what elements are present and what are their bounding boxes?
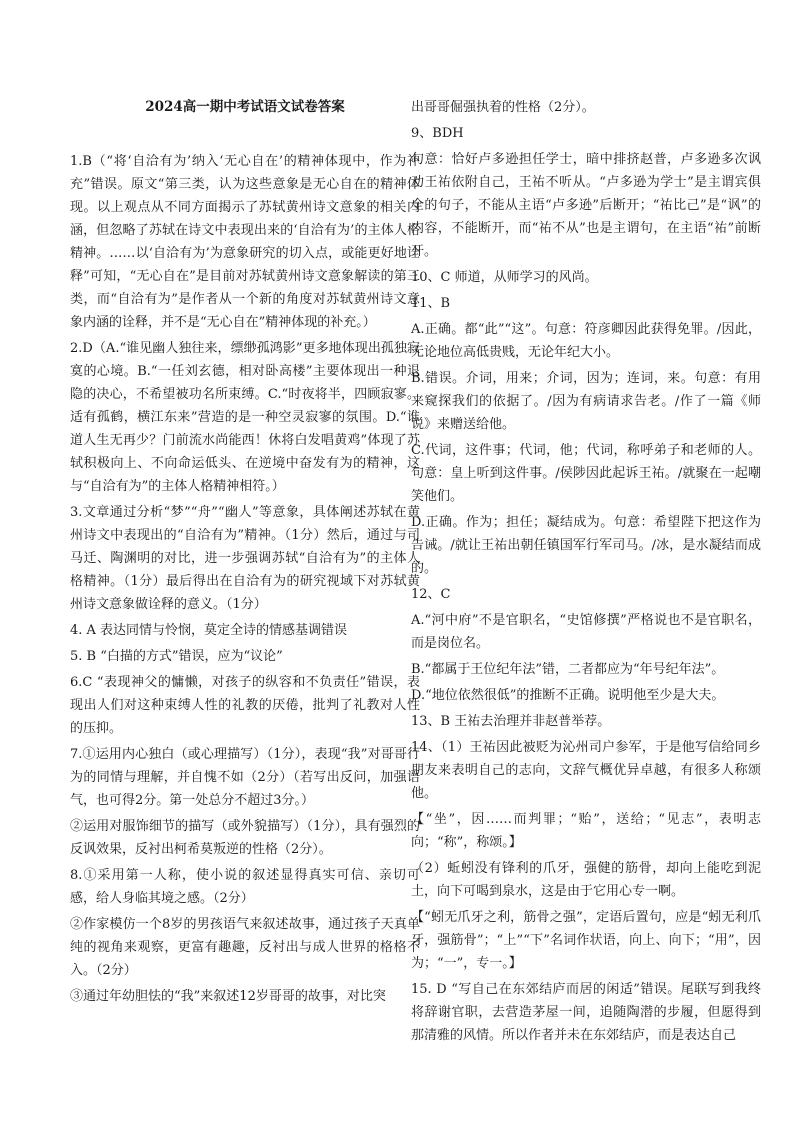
answer-paragraph: 4. A 表达同情与怜悯，莫定全诗的情感基调错误 (70, 623, 348, 638)
answer-paragraph: 3.文章通过分析“梦”“舟”“幽人”等意象，具体阐述苏轼在黄州诗文中表现出的“自洽有为”精神。（1分）然后，通过与司马迁、陶渊明的对比，进一步强调苏轼“自洽有为”的主体人格精神。（1分）最后得出在自洽有为的研究视域下对苏轼黄州诗文意象做诠释的意义。（1分） (70, 505, 420, 612)
answer-paragraph: B.错误。介词，用来；介词，因为；连词，来。句意：有用来窥探我们的依据了。/因为有病请求告老。/作了一篇《师说》来赠送给他。 (411, 371, 761, 432)
answer-paragraph: 8.①采用第一人称，使小说的叙述显得真实可信、亲切可感，给人身临其境之感。（2分） (70, 868, 420, 906)
page-title: 2024高一期中考试语文试卷答案 (145, 99, 345, 115)
answer-paragraph: 5. B “白描的方式”错误，应为“议论” (70, 649, 283, 664)
answer-paragraph: 6.C “表现神父的慵懒，对孩子的纵容和不负责任”错误，表现出人们对这种束缚人性的礼教的厌倦，批判了礼教对人性的压抑。 (70, 675, 420, 736)
answer-paragraph: ③通过年幼胆怯的“我”来叙述12岁哥哥的故事，对比突 (70, 989, 386, 1004)
answer-paragraph: 句意：恰好卢多逊担任学士，暗中排挤赵普，卢多逊多次讽劝王祐依附自己，王祐不听从。“卢多逊为学士”是主谓宾俱全的句子，不能从主语“卢多逊”后断开；“祐比己”是“讽”的内容，不能断开，而“祐不从”也是主谓句，在主语“祐”前断开。 (411, 152, 761, 259)
answer-paragraph: 【“蚓无爪牙之利，筋骨之强”，定语后置句，应是“蚓无利爪牙，强筋骨”；“上”“下”名词作状语，向上、向下；“用”，因为；“一”，专一。】 (411, 910, 761, 971)
answer-paragraph: 【“坐”，因……而判罪；“贻”，送给；“见志”，表明志向；“称”，称颂。】 (411, 812, 761, 850)
answer-paragraph: 13、B 王祐去治理并非赵普举荐。 (411, 714, 611, 729)
answer-paragraph: 11、B (411, 296, 451, 311)
answer-paragraph: ②作家模仿一个8岁的男孩语气来叙述故事，通过孩子天真单纯的视角来观察，更富有趣趣，反衬出与成人世界的格格不入。（2分） (70, 917, 420, 978)
left-column-body (70, 150, 420, 1008)
right-column-body (411, 96, 761, 1047)
answer-paragraph: 1.B（“将‘自洽有为’纳入‘无心自在’的精神体现中，作为补充”错误。原文“第三类，认为这些意象是无心自在的精神体现。以上观点从不同方面揭示了苏轼黄州诗文意象的相关内涵，但忽略了苏轼在诗文中表现出来的‘自洽有为’的主体人格精神。……以‘自洽有为’为意象研究的切入点，或能更好地诠释”可知，“无心自在”是目前对苏轼黄州诗文意象解读的第三类，而“自洽有为”是作者从一个新的角度对苏轼黄州诗文意象内涵的诠释，并不是“无心自在”精神体现的补充。） (70, 154, 420, 330)
answer-paragraph: 2.D（A.“谁见幽人独往来，缥缈孤鸿影”更多地体现出孤独寂寞的心境。B.“一任刘玄德，相对卧高楼”主要体现出一种退隐的决心，不希望被功名所束缚。C.“时夜将半，四顾寂寥。适有孤鹤，横江东来”营造的是一种空灵寂寥的氛围。D.“谁道人生无再少？门前流水尚能西！休将白发唱黄鸡”体现了苏轼积极向上、不向命运低头、在逆境中奋发有为的精神，这与“自洽有为”的主体人格精神相符。） (70, 341, 420, 494)
answer-paragraph: C.代词，这件事；代词，他；代词，称呼弟子和老师的人。句意：皇上听到这件事。/侯陟因此起诉王祐。/就聚在一起嘲笑他们。 (411, 443, 761, 504)
answer-paragraph: 出哥哥倔强执着的性格（2分）。 (411, 100, 595, 115)
answer-paragraph: 15. D “写自己在东郊结庐而居的闲适”错误。尾联写到我终将辞谢官职，去营造茅屋一间，追随陶潜的步履，但愿得到那清雅的风情。所以作者并未在东郊结庐，而是表达自己 (411, 982, 761, 1043)
answer-paragraph: ②运用对服饰细节的描写（或外貌描写）（1分），具有强烈的反讽效果，反衬出柯希莫叛逆的性格（2分）。 (70, 819, 420, 857)
answer-paragraph: A.正确。都“此”“这”。句意：符彦卿因此获得免罪。/因此，无论地位高低贵贱，无论年纪大小。 (411, 322, 761, 360)
answer-paragraph: D.“地位依然很低”的推断不正确。说明他至少是大夫。 (411, 688, 725, 703)
answer-paragraph: 9、BDH (411, 126, 464, 141)
answer-paragraph: 7.①运用内心独白（或心理描写）（1分），表现“我”对哥哥行为的同情与理解，并自愧不如（2分）（若写出反问，加强语气，也可得2分。第一处总分不超过3分。） (70, 747, 420, 808)
right-column (411, 96, 761, 1050)
answer-paragraph: （2）蚯蚓没有锋利的爪牙，强健的筋骨，却向上能吃到泥土，向下可喝到泉水，这是由于它用心专一啊。 (411, 861, 761, 899)
answer-paragraph: 14、（1）王祐因此被贬为沁州司户参军，于是他写信给同乡朋友来表明自己的志向，文辞气概优异卓越，有很多人称颂他。 (411, 740, 761, 801)
answer-paragraph: B.“都属于王位纪年法”错，二者都应为“年号纪年法”。 (411, 662, 725, 677)
left-column (70, 96, 420, 1011)
answer-paragraph: 10、C 师道，从师学习的风尚。 (411, 270, 598, 285)
answer-paragraph: A.“河中府”不是官职名，“史馆修撰”严格说也不是官职名，而是岗位名。 (411, 613, 761, 651)
answer-paragraph: 12、C (411, 587, 451, 602)
answer-paragraph: D.正确。作为；担任；凝结成为。句意：希望陛下把这作为告诫。/就让王祐出朝任镇国军行军司马。/冰，是水凝结而成的。 (411, 515, 761, 576)
